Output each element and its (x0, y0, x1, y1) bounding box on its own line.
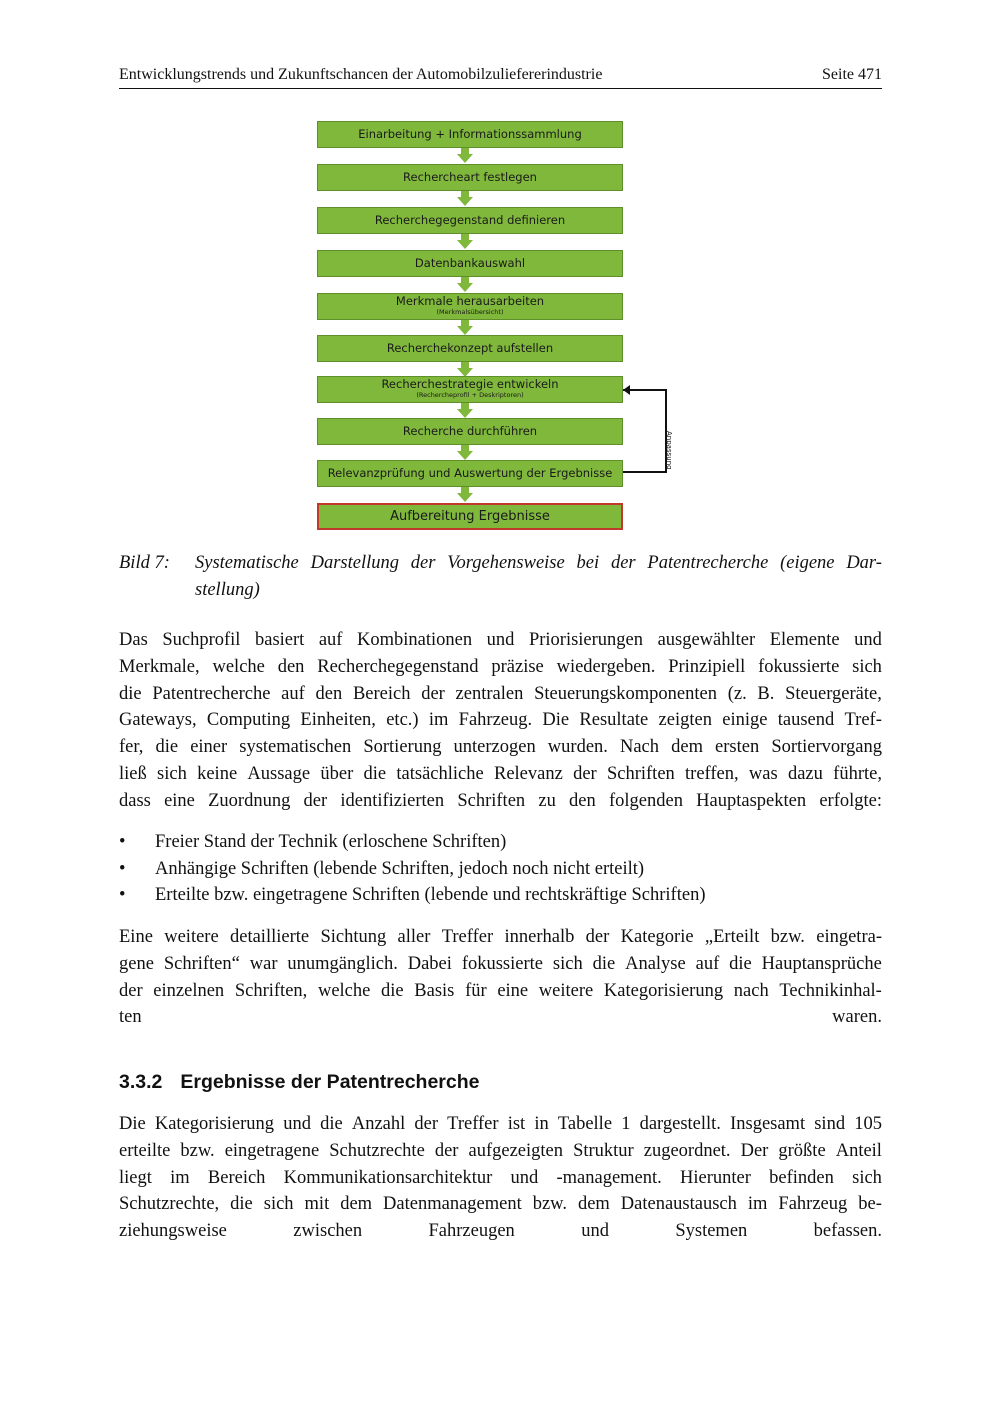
text-line: Eine weitere detaillierte Sichtung aller Treffer innerhalb der Kategorie „Erteilt bzw. eingetra- (119, 927, 882, 947)
caption-line: stellung) (195, 580, 260, 600)
text-line: Das Suchprofil basiert auf Kombinationen und Priorisierungen ausgewählter Elemente und (119, 630, 882, 650)
text-line: fer, die einer systematischen Sortierung unterzogen wurden. Nach dem ersten Sortiervorgang (119, 737, 882, 758)
section-number: 3.3.2 (119, 1071, 163, 1093)
step-label: Relevanzprüfung und Auswertung der Ergebnisse (327, 466, 613, 480)
flow-step (317, 207, 623, 234)
page-number: Seite 471 (822, 66, 882, 83)
text-line: gene Schriften“ war unumgänglich. Dabei fokussierte sich die Analyse auf die Hauptansprüche (119, 953, 882, 974)
caption-label: Bild 7: (119, 553, 170, 573)
step-label: Recherchekonzept aufstellen (386, 341, 554, 355)
step-label: Recherchestrategie entwickeln (381, 377, 559, 391)
flow-step (317, 121, 623, 148)
loop-label: Anpassung (665, 431, 673, 470)
flow-step (317, 376, 623, 403)
header-rule (119, 88, 882, 89)
list-item: • Erteilte bzw. eingetragene Schriften (lebende und rechtskräftige Schriften) (119, 882, 705, 909)
text-line: dass eine Zuordnung der identifizierten Schriften zu den folgenden Hauptaspekten erfolgte: (119, 790, 882, 811)
step-label: Merkmale herausarbeiten (395, 294, 545, 308)
paragraph-2 (119, 924, 882, 1031)
text-line: liegt im Bereich Kommunikationsarchitektur und -management. Hierunter befinden sich (119, 1167, 882, 1188)
text-line: Die Kategorisierung und die Anzahl der Treffer ist in Tabelle 1 dargestellt. Insgesamt sind 105 (119, 1114, 882, 1134)
flow-step (317, 418, 623, 445)
text-line: Merkmale, welche den Recherchegegenstand präzise wiedergeben. Prinzipiell fokussierte sich (119, 656, 882, 677)
text-line: ziehungsweise zwischen Fahrzeugen und Systemen befassen. (119, 1221, 882, 1242)
text-line: der einzelnen Schriften, welche die Basis für eine weitere Kategorisierung nach Technikinhal- (119, 980, 882, 1001)
flow-step (317, 164, 623, 191)
flow-step (317, 460, 623, 487)
caption-line: Systematische Darstellung der Vorgehensweise bei der Patentrecherche (eigene Dar- (195, 553, 882, 573)
running-header (119, 66, 882, 84)
paragraph-1 (119, 627, 882, 815)
section-title: Ergebnisse der Patentrecherche (180, 1071, 480, 1093)
flow-step (317, 250, 623, 277)
step-label: Rechercheart festlegen (403, 170, 537, 184)
bullet-list (119, 829, 705, 909)
feedback-arrow-icon (623, 385, 630, 395)
section-heading (119, 1071, 480, 1094)
step-label: Datenbankauswahl (414, 256, 526, 270)
text-line: Gateways, Computing Einheiten, etc.) im Fahrzeug. Die Resultate zeigten einige tausend Tref- (119, 710, 882, 731)
step-sublabel: (Rechercheprofil + Deskriptoren) (416, 391, 524, 399)
step-label: Aufbereitung Ergebnisse (390, 509, 550, 524)
text-line: ließ sich keine Aussage über die tatsächliche Relevanz der Schriften treffen, was dazu führte, (119, 763, 882, 784)
list-item: • Freier Stand der Technik (erloschene Schriften) (119, 829, 705, 856)
text-line: die Patentrecherche auf den Bereich der zentralen Steuerungskomponenten (z. B. Steuergeräte, (119, 683, 882, 704)
list-item: • Anhängige Schriften (lebende Schriften, jedoch noch nicht erteilt) (119, 856, 705, 883)
step-sublabel: (Merkmalsübersicht) (436, 308, 504, 316)
step-label: Einarbeitung + Informationssammlung (358, 127, 582, 141)
text-line: ten waren. (119, 1007, 882, 1028)
header-title: Entwicklungstrends und Zukunftschancen der Automobilzuliefererindustrie (119, 66, 603, 83)
step-label: Recherche durchführen (402, 424, 538, 438)
text-line: Schutzrechte, die sich mit dem Datenmanagement bzw. dem Datenaustausch im Fahrzeug be- (119, 1194, 882, 1215)
flow-step (317, 335, 623, 362)
step-label: Recherchegegenstand definieren (374, 213, 566, 227)
feedback-loop-line (623, 389, 667, 473)
paragraph-3 (119, 1111, 882, 1245)
flow-step (317, 293, 623, 320)
text-line: erteilte bzw. eingetragene Schutzrechte der aufgezeigten Struktur zugeordnet. Der größte Anteil (119, 1140, 882, 1161)
flow-step-final (317, 503, 623, 530)
